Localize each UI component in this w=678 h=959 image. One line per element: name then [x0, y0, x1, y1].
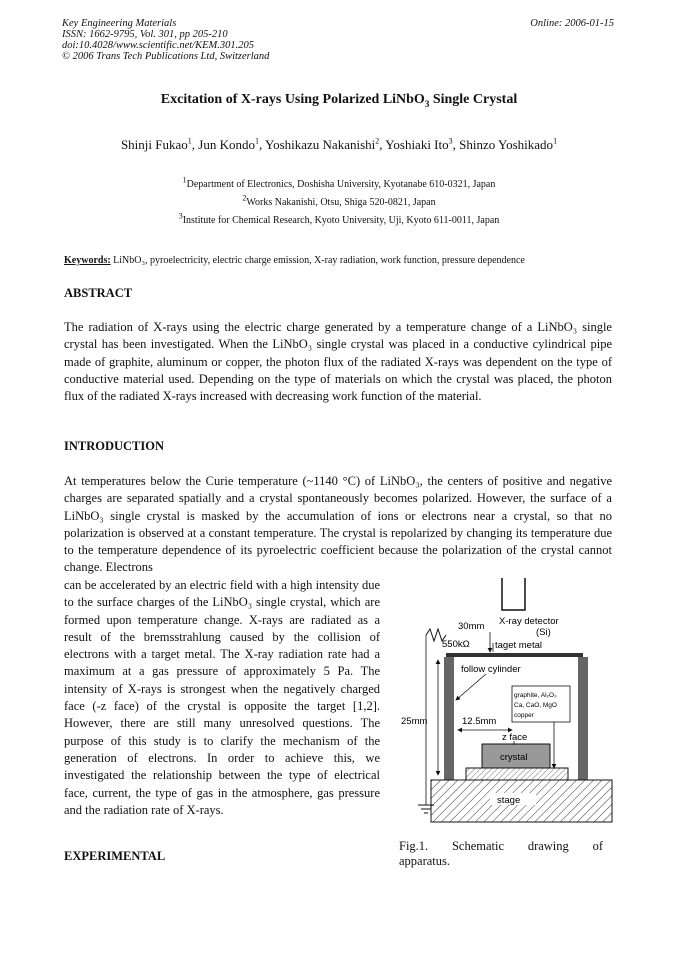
journal-name: Key Engineering Materials — [62, 18, 177, 29]
author: Jun Kondo$^1$, — [198, 136, 265, 152]
affiliation: $^2$Works Nakanishi, Otsu, Shiga 520-0821, Japan — [242, 193, 436, 208]
author: Shinzo Yoshikado$^1$ — [459, 136, 558, 152]
label-30mm: 30mm — [458, 621, 485, 632]
apparatus-figure — [396, 570, 618, 830]
label-zface: z face — [502, 732, 528, 743]
author: Yoshiaki Ito$^3$, — [385, 136, 460, 152]
label-detector-si: (Si) — [536, 627, 551, 638]
figure-caption-continued: apparatus. — [399, 854, 451, 868]
introduction-text: At temperatures below the Curie temperature (~1140 °C) of LiNbO₃, the centers of positive and negative charges are separated spatially and a crystal spontaneously becomes polarized. However, the surface of a LiNbO₃ single crystal is masked by the accumulation of ions or electrons near a crystal, so that no polarization is observed at a constant temperature. The crystal is repolarized by changing its temperature due to the temperature dependence of its pyroelectric coefficient because the polarization of the crystal cannot change. Electrons — [64, 474, 612, 575]
cylinder-arrow — [456, 674, 486, 700]
cylinder-right-wall — [578, 657, 588, 780]
introduction-heading: INTRODUCTION — [64, 439, 165, 453]
keywords — [64, 255, 624, 266]
title-subscript: 3 — [424, 98, 430, 109]
label-materials-1: graphite, Al₂O₃ — [514, 692, 557, 699]
author: Shinji Fukao$^1$, — [120, 136, 199, 152]
label-25mm: 25mm — [401, 716, 428, 727]
cylinder-left-wall — [444, 657, 454, 780]
label-stage: stage — [497, 795, 521, 806]
issn: ISSN: 1662-9795, Vol. 301, pp 205-210 — [62, 29, 228, 40]
abstract-text: The radiation of X-rays using the electric charge generated by a temperature change of a LiNbO₃ single crystal has been investigated. When the LiNbO₃ single crystal was placed in a conductive cylindrical pipe made of graphite, aluminum or copper, the photon flux of the radiated X-rays was dependent on the type of conductive material used. Depending on the type of materials on which the crystal was placed, the photon flux of the radiated X-rays increased with decreasing work function of the material. — [64, 320, 612, 404]
online-date: Online: 2006-01-15 — [530, 18, 614, 29]
introduction-text-continued: can be accelerated by an electric field with a high intensity due to the surface charges of the LiNbO₃ single crystal, which are formed upon temperature change. X-rays are radiated as a result of the bremsstrahlung caused by the collision of electrons with a target metal. The X-ray radiation rate had a maximum at a gas pressure of approximately 5 Pa. The intensity of X-rays is strongest when the negatively charged face (-z face) of the crystal is opposite the target [1,2]. However, there are still many unresolved questions. The purpose of this study is to clarify the mechanism of the generation of electrons. In order to achieve this, we investigated the relationship between the type of electrical face, current, the type of gas in the atmosphere, gas pressure and the radiation rate of X-rays. — [64, 578, 380, 817]
title-text: Excitation of X-rays Using Polarized LiNbO — [160, 92, 425, 107]
paper-title — [0, 92, 678, 108]
doi: doi:10.4028/www.scientific.net/KEM.301.205 — [62, 40, 254, 51]
abstract-heading: ABSTRACT — [64, 286, 133, 300]
author: Yoshikazu Nakanishi$^2$, — [265, 136, 386, 152]
experimental-heading: EXPERIMENTAL — [64, 849, 166, 863]
label-target: taget metal — [495, 640, 542, 651]
label-12-5mm: 12.5mm — [462, 716, 497, 727]
label-materials-2: Ca, CaO, MgO — [514, 702, 557, 709]
crystal-base — [466, 768, 568, 780]
label-detector: X-ray detector — [499, 616, 559, 627]
label-materials-3: copper — [514, 712, 534, 719]
journal-header — [62, 18, 269, 62]
title-text-end: Single Crystal — [429, 92, 518, 107]
label-resistor: 550kΩ — [442, 639, 470, 650]
author-list — [0, 137, 678, 153]
affiliation: $^1$Department of Electronics, Doshisha University, Kyotanabe 610-0321, Japan — [182, 175, 496, 190]
label-cylinder: follow cylinder — [461, 664, 521, 675]
xray-detector — [502, 578, 525, 610]
target-metal-plate — [446, 653, 583, 657]
label-crystal: crystal — [500, 752, 528, 763]
figure-caption: Fig.1. Schematic drawing of — [399, 839, 603, 853]
copyright: © 2006 Trans Tech Publications Ltd, Switzerland — [62, 51, 270, 62]
affiliation: $^3$Institute for Chemical Research, Kyoto University, Uji, Kyoto 611-0011, Japan — [178, 211, 500, 226]
apparatus-schematic — [396, 570, 618, 830]
keywords-label: Keywords: — [64, 255, 111, 266]
keywords-text: LiNbO₃, pyroelectricity, electric charge emission, X-ray radiation, work function, pressure dependence — [110, 255, 525, 266]
